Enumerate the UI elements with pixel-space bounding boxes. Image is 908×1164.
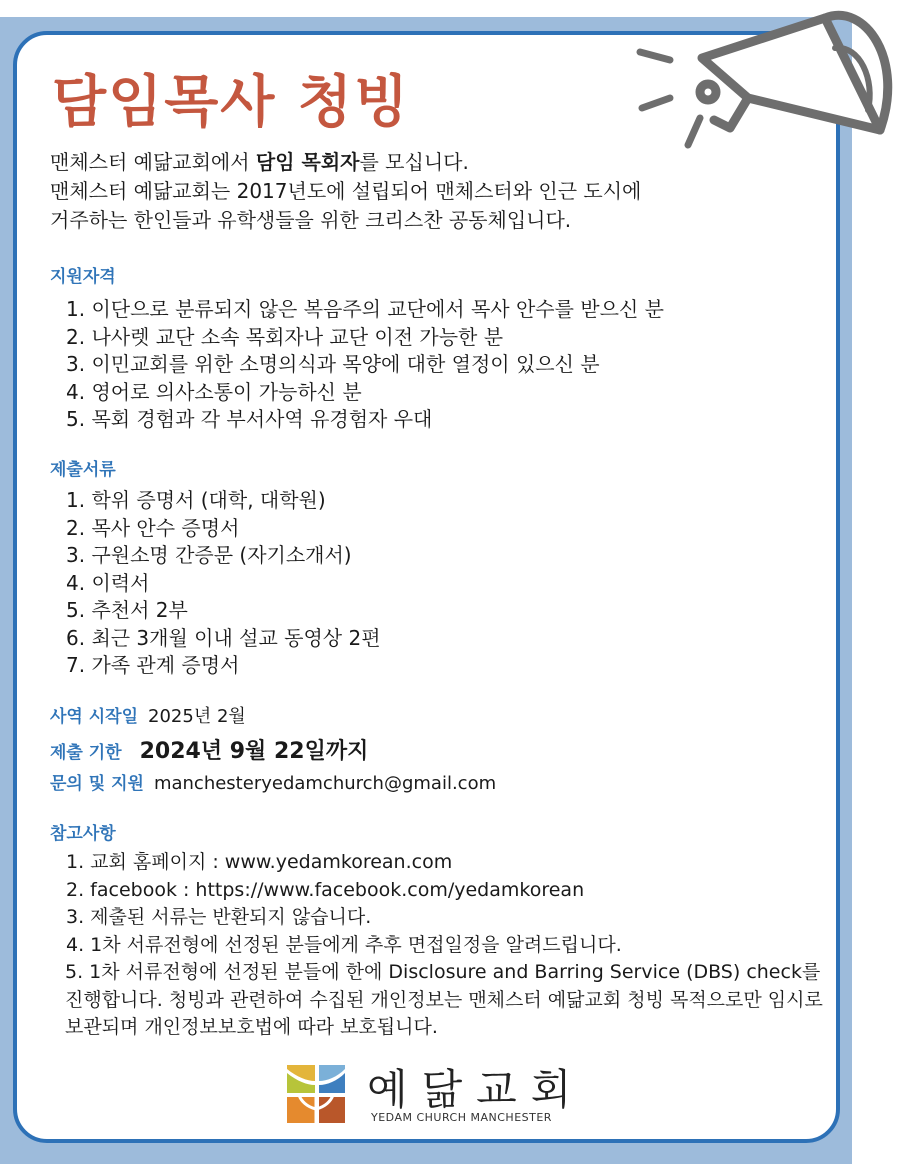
list-item: 5. 추천서 2부: [66, 598, 188, 622]
documents-list: [66, 487, 381, 680]
list-item: 4. 영어로 의사소통이 가능하신 분: [66, 379, 362, 404]
list-item: 2. 목사 안수 증명서: [66, 515, 240, 540]
intro-text: [50, 148, 770, 235]
church-logo-icon: [285, 1063, 347, 1125]
deadline-row: [50, 734, 368, 765]
deadline-label: 제출 기한: [50, 743, 122, 763]
list-item: 1. 학위 증명서 (대학, 대학원): [66, 488, 326, 512]
list-item: 2. 나사렛 교단 소속 목회자나 교단 이전 가능한 분: [66, 324, 504, 349]
deadline-value: 2024년 9월 22일까지: [139, 739, 369, 764]
church-logo: [285, 1063, 585, 1133]
list-item: 5. 1차 서류전형에 선정된 분들에 한에 Disclosure and Barring Service (DBS) check를 진행합니다. 청빙과 관련하여 수집된 개인정보는 맨체스터 예닮교회 청빙 목적으로만 임시로 보관되며 개인정보보호법에 따라 보호됩니다.: [65, 961, 823, 1038]
intro-emphasis: 담임 목회자: [255, 150, 360, 174]
list-item: 3. 제출된 서류는 반환되지 않습니다.: [66, 906, 372, 928]
notes-list: [66, 849, 826, 1042]
list-item: 3. 구원소명 간증문 (자기소개서): [66, 543, 352, 567]
list-item: 5. 목회 경험과 각 부서사역 유경험자 우대: [66, 407, 433, 431]
start-date-value: 2025년 2월: [148, 706, 246, 727]
contact-label: 문의 및 지원: [50, 774, 144, 794]
list-item: 4. 1차 서류전형에 선정된 분들에게 추후 면접일정을 알려드립니다.: [66, 933, 622, 956]
intro-line-3: 거주하는 한인들과 유학생들을 위한 크리스찬 공동체입니다.: [50, 208, 572, 232]
contact-row: [50, 769, 496, 794]
list-item: 3. 이민교회를 위한 소명의식과 목양에 대한 열정이 있으신 분: [66, 352, 600, 376]
list-item: 1. 교회 홈페이지 : www.yedamkorean.com: [66, 851, 453, 873]
church-subtitle: YEDAM CHURCH MANCHESTER: [371, 1111, 552, 1124]
documents-heading: 제출서류: [50, 460, 116, 480]
list-item: 4. 이력서: [66, 570, 150, 595]
start-date-label: 사역 시작일: [50, 707, 139, 727]
list-item: 7. 가족 관계 증명서: [66, 653, 240, 677]
list-item: 6. 최근 3개월 이내 설교 동영상 2편: [66, 625, 381, 650]
church-name: 예닮교회: [367, 1065, 586, 1114]
intro-line-2: 맨체스터 예닮교회는 2017년도에 설립되어 맨체스터와 인근 도시에: [50, 179, 642, 203]
notes-heading: 참고사항: [50, 824, 116, 844]
contact-email[interactable]: manchesteryedamchurch@gmail.com: [153, 773, 497, 794]
start-date-row: [50, 702, 246, 728]
intro-line-1: 맨체스터 예닮교회에서 담임 목회자를 모십니다.: [50, 150, 469, 174]
page-title: 담임목사 청빙: [52, 70, 411, 135]
qualifications-heading: 지원자격: [50, 267, 116, 287]
list-item: 2. facebook : https://www.facebook.com/yedamkorean: [66, 878, 585, 901]
list-item: 1. 이단으로 분류되지 않은 복음주의 교단에서 목사 안수를 받으신 분: [66, 297, 664, 321]
qualifications-list: [66, 296, 664, 434]
